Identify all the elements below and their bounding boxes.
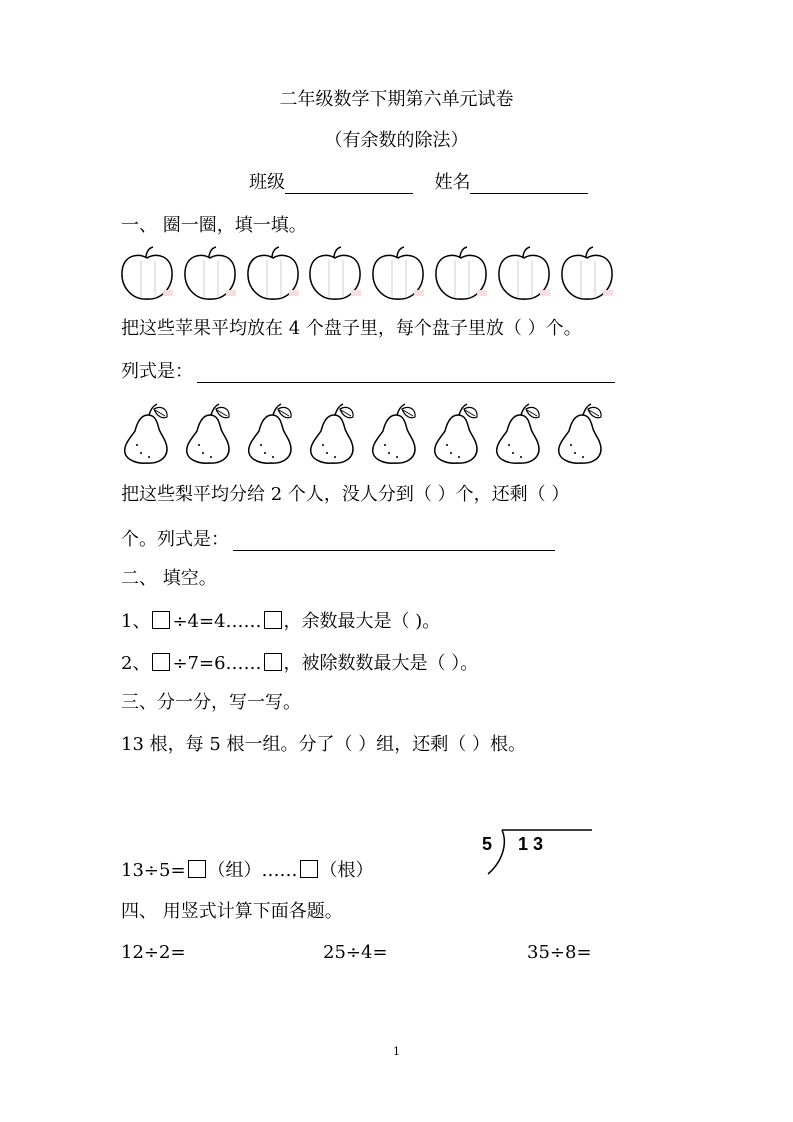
section-2-heading: 二、 填空。	[121, 568, 217, 589]
page-number: 1	[393, 1045, 400, 1058]
q2-expression: ÷7=6……	[172, 653, 262, 674]
q1-number: 1、	[121, 611, 151, 632]
section-3-heading: 三、分一分，写一写。	[121, 692, 301, 713]
apple-icon[interactable]	[182, 246, 238, 306]
pear-icon[interactable]	[493, 401, 543, 469]
remainder-count-box[interactable]	[300, 860, 318, 878]
pear-icon[interactable]	[245, 401, 295, 469]
pear-icon[interactable]	[431, 401, 481, 469]
q2-dividend-box[interactable]	[152, 653, 170, 671]
apple-icon[interactable]	[119, 246, 175, 306]
name-blank[interactable]	[470, 175, 588, 194]
class-blank[interactable]	[285, 175, 413, 194]
page-title: 二年级数学下期第六单元试卷	[279, 89, 514, 110]
q1-remainder-box[interactable]	[264, 611, 282, 629]
page-subtitle: （有余数的除法）	[324, 130, 469, 151]
apple-icon[interactable]	[433, 246, 489, 306]
q1-dividend-box[interactable]	[152, 611, 170, 629]
group-count-box[interactable]	[188, 860, 206, 878]
q2-prompt: ，被除数数最大是（ ）。	[283, 653, 479, 674]
equation-prefix: 13÷5=	[121, 860, 186, 881]
apple-icon[interactable]	[496, 246, 552, 306]
long-division-divisor: 5	[482, 834, 493, 854]
pear-icon[interactable]	[121, 401, 171, 469]
pear-question: 把这些梨平均分给 2 个人，没人分到（ ）个，还剩（ ）	[121, 484, 570, 505]
q1-prompt: ，余数最大是（ )。	[283, 611, 441, 632]
vertical-problem-2: 25÷4=	[323, 942, 388, 963]
pear-formula-row	[121, 529, 555, 551]
q2-remainder-box[interactable]	[264, 653, 282, 671]
pear-icon[interactable]	[369, 401, 419, 469]
vertical-problem-1: 12÷2=	[121, 942, 186, 963]
student-info-row	[249, 172, 588, 194]
apple-formula-blank[interactable]	[197, 364, 615, 383]
pear-formula-blank[interactable]	[233, 532, 555, 551]
formula-label: 列式是：	[121, 361, 193, 382]
fill-question-2	[121, 653, 478, 675]
apple-icon[interactable]	[370, 246, 426, 306]
pear-icon[interactable]	[307, 401, 357, 469]
long-division-dividend: 1 3	[518, 834, 544, 854]
section-4-heading: 四、 用竖式计算下面各题。	[121, 901, 343, 922]
vertical-problem-3: 35÷8=	[527, 942, 592, 963]
division-equation-row	[121, 860, 374, 882]
apple-icon[interactable]	[307, 246, 363, 306]
q2-number: 2、	[121, 653, 151, 674]
fill-question-1	[121, 611, 440, 633]
class-label: 班级	[249, 172, 285, 193]
equation-group-label: （组）……	[207, 860, 298, 881]
name-label: 姓名	[434, 172, 471, 193]
pear-icon[interactable]	[183, 401, 233, 469]
apple-question: 把这些苹果平均放在 4 个盘子里，每个盘子里放（ ）个。	[121, 318, 582, 339]
pear-icon[interactable]	[555, 401, 605, 469]
apple-icon[interactable]	[559, 246, 615, 306]
q1-expression: ÷4=4……	[172, 611, 262, 632]
apple-icon[interactable]	[245, 246, 301, 306]
pear-formula-label: 个。列式是：	[121, 529, 229, 550]
grouping-question: 13 根，每 5 根一组。分了（ ）组，还剩（ ）根。	[121, 734, 526, 755]
apple-formula-row	[121, 361, 615, 383]
section-1-heading: 一、 圈一圈，填一填。	[121, 215, 307, 236]
equation-root-label: （根）	[319, 860, 374, 881]
